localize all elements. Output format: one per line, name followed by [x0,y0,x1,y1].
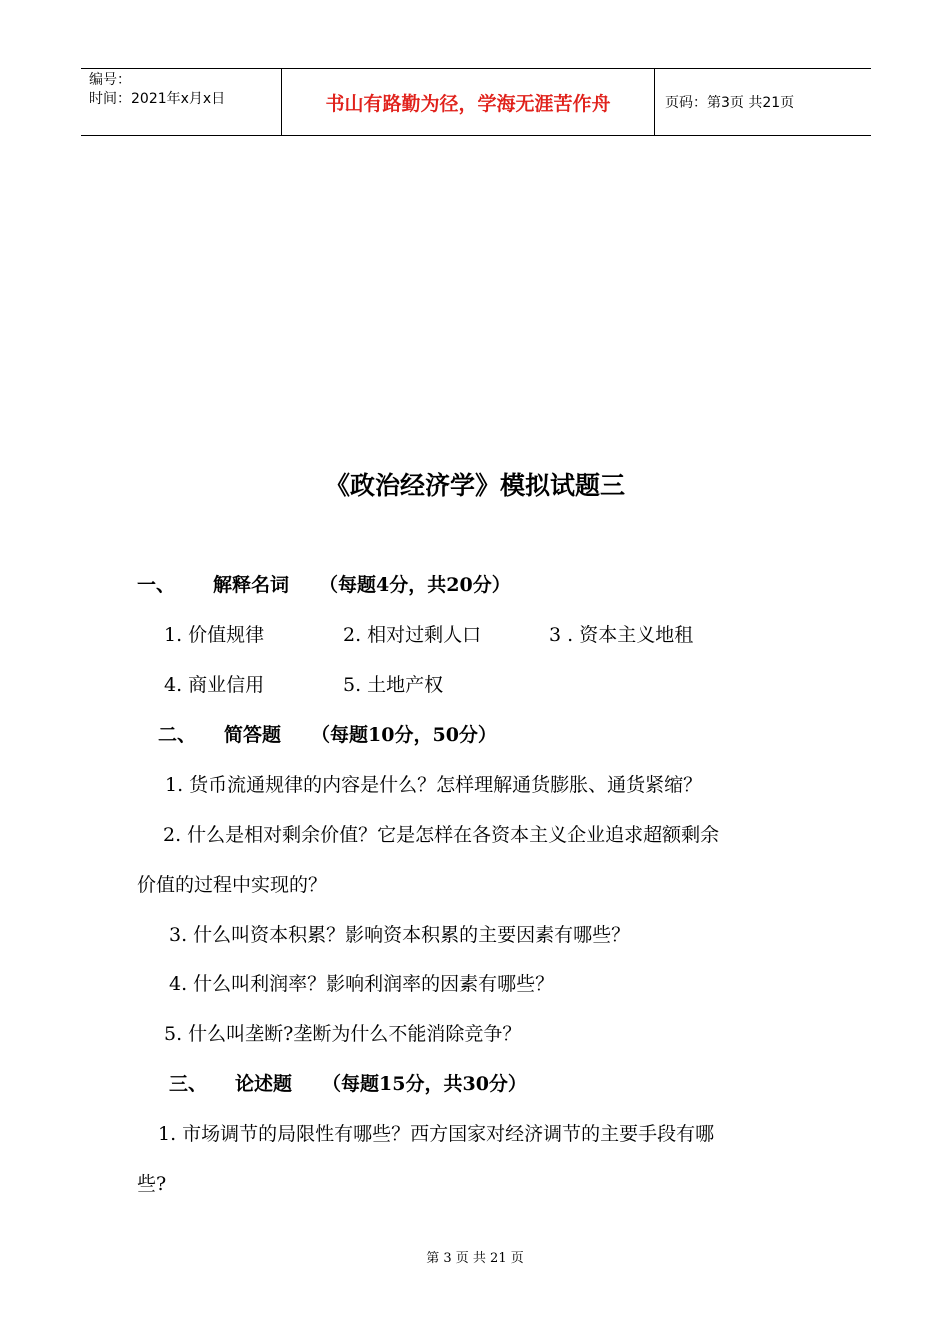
page-footer: 第 3 页 共 21 页 [426,1251,524,1266]
question-item: 5. 什么叫垄断?垄断为什么不能消除竞争？ [164,1023,522,1045]
section-1-number: 一、 [137,574,176,596]
header-meta [81,69,282,135]
question-continuation: 些? [137,1173,167,1195]
question-item: 2. 什么是相对剩余价值？它是怎样在各资本主义企业追求超额剩余 [163,824,720,846]
question-item: 4. 什么叫利润率？影响利润率的因素有哪些？ [169,973,555,995]
header-motto: 书山有路勤为径，学海无涯苦作舟 [282,69,655,135]
section-1-name: 解释名词 [213,574,290,596]
question-item: 1. 货币流通规律的内容是什么？怎样理解通货膨胀、通货紧缩？ [165,774,703,796]
term-item: 3 . 资本主义地租 [549,624,694,646]
document-title: 《政治经济学》模拟试题三 [324,471,625,500]
question-item: 1. 市场调节的局限性有哪些？西方国家对经济调节的主要手段有哪 [158,1123,715,1145]
term-item: 5. 土地产权 [343,674,444,696]
page-header [81,68,871,136]
section-3-name: 论述题 [235,1073,293,1095]
question-item: 3. 什么叫资本积累？影响资本积累的主要因素有哪些？ [169,924,631,946]
header-page-info: 页码：第3页 共21页 [665,95,795,111]
section-2-number: 二、 [158,724,197,746]
header-number-label: 编号： [89,72,131,88]
question-continuation: 价值的过程中实现的？ [137,874,328,896]
section-3-score: （每题15分，共30分） [322,1073,527,1095]
section-3-number: 三、 [169,1073,208,1095]
section-1-heading [137,570,511,597]
section-1-score: （每题4分，共20分） [319,574,511,596]
term-item: 2. 相对过剩人口 [343,624,482,646]
section-2-heading [158,720,497,747]
section-2-score: （每题10分，50分） [311,724,497,746]
term-item: 4. 商业信用 [164,674,265,696]
term-item: 1. 价值规律 [164,624,265,646]
section-2-name: 简答题 [224,724,282,746]
header-time-label: 时间：2021年x月x日 [89,91,226,107]
section-3-heading [169,1069,527,1096]
